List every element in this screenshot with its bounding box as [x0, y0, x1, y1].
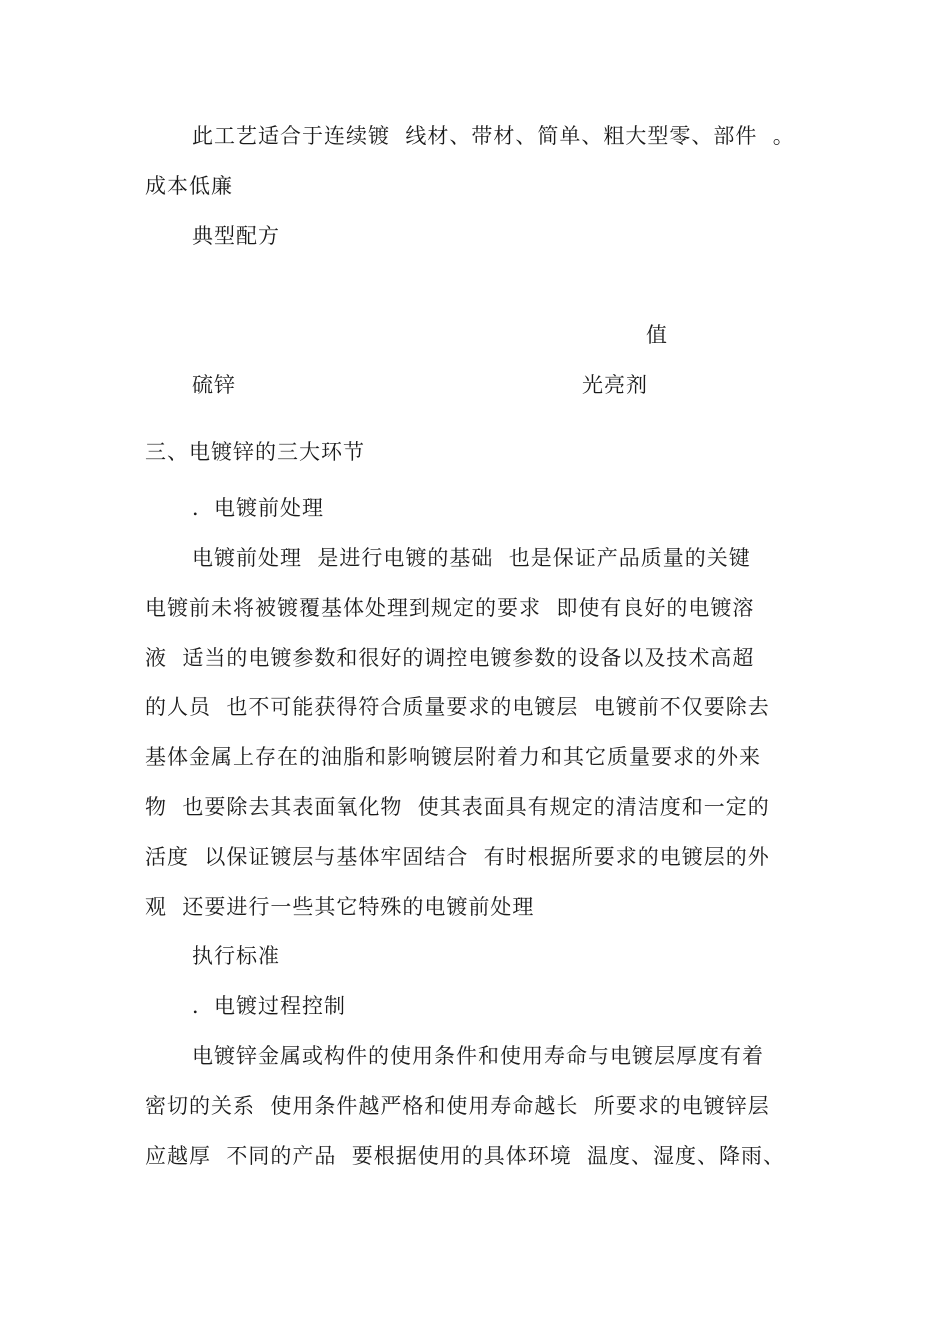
formula-heading: 典型配方: [192, 224, 280, 248]
para2-line: 密切的关系 使用条件越严格和使用寿命越长 所要求的电镀锌层: [145, 1094, 770, 1118]
para1-line: 电镀前处理 是进行电镀的基础 也是保证产品质量的关键: [192, 546, 751, 570]
para1-line: 基体金属上存在的油脂和影响镀层附着力和其它质量要求的外来: [145, 745, 761, 769]
sub2-heading: ．电镀过程控制: [192, 994, 346, 1018]
section3-heading: 三、电镀锌的三大环节: [145, 440, 365, 464]
para1-line: 电镀前未将被镀覆基体处理到规定的要求 即使有良好的电镀溶: [145, 596, 755, 620]
para2-line: 应越厚 不同的产品 要根据使用的具体环境 温度、湿度、降雨、: [145, 1144, 786, 1168]
sub1-heading: ．电镀前处理: [192, 496, 324, 520]
para1-line: 观 还要进行一些其它特殊的电镀前处理: [145, 895, 535, 919]
para2-line: 电镀锌金属或构件的使用条件和使用寿命与电镀层厚度有着: [192, 1044, 764, 1068]
para1-line: 液 适当的电镀参数和很好的调控电镀参数的设备以及技术高超: [145, 646, 755, 670]
para1-line: 物 也要除去其表面氧化物 使其表面具有规定的清洁度和一定的: [145, 795, 770, 819]
standard-label: 执行标准: [192, 944, 280, 968]
intro-line-2: 成本低廉: [145, 174, 233, 198]
table-row-zinc: 硫锌: [192, 373, 236, 397]
para1-line: 的人员 也不可能获得符合质量要求的电镀层 电镀前不仅要除去: [145, 695, 770, 719]
table-row-brightener: 光亮剂: [582, 373, 648, 397]
table-value-header: 值: [646, 323, 668, 347]
intro-line-1: 此工艺适合于连续镀 线材、带材、简单、粗大型零、部件 。: [192, 124, 795, 148]
para1-line: 活度 以保证镀层与基体牢固结合 有时根据所要求的电镀层的外: [145, 845, 770, 869]
